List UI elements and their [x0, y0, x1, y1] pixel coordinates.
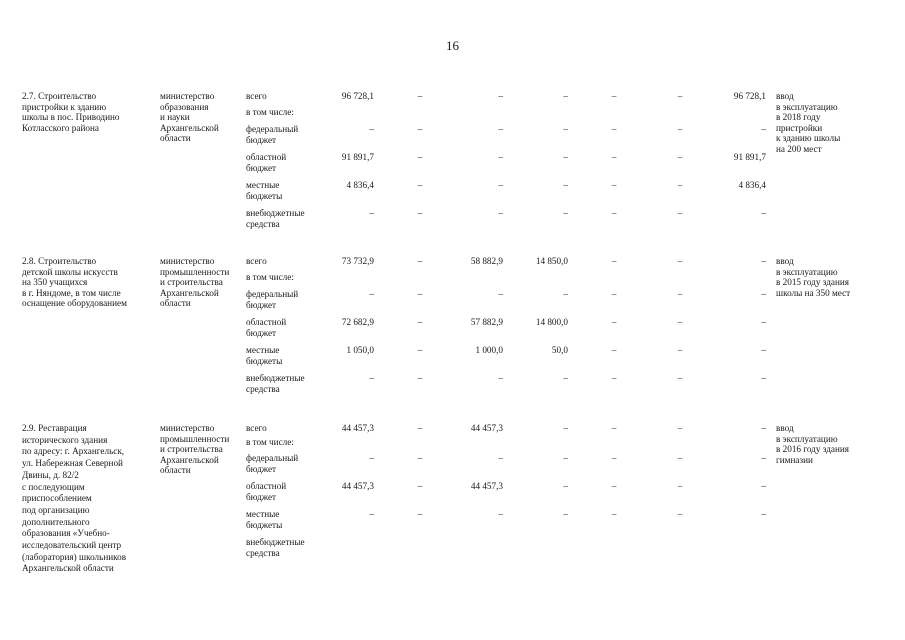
funding-value-year: – [761, 453, 766, 463]
funding-source-label: местные [246, 180, 280, 190]
responsible-org-line: Архангельской [160, 287, 219, 298]
funding-value-year: – [417, 317, 423, 327]
funding-value-year: – [677, 152, 683, 162]
funding-source-label: областной [246, 481, 287, 491]
funding-source-label: внебюджетные [246, 208, 305, 218]
funding-value-year: – [677, 124, 683, 134]
funding-value-year: – [563, 423, 568, 433]
funding-source-label: местные [246, 345, 280, 355]
responsible-org-line: и строительства [160, 444, 223, 455]
funding-value-year: 44 457,3 [470, 423, 503, 433]
funding-value-year: – [761, 256, 766, 266]
funding-source-label: внебюджетные [246, 373, 305, 383]
funding-value-year: – [677, 180, 683, 190]
funding-value-year: – [563, 373, 568, 383]
funding-value-year: – [498, 373, 503, 383]
expected-result-line: школы на 350 мест [776, 287, 851, 298]
funding-value-year: – [417, 91, 423, 101]
funding-value-year: – [611, 317, 617, 327]
funding-value-year: – [498, 289, 503, 299]
funding-value-year: 57 882,9 [470, 317, 503, 327]
funding-value-total: 91 891,7 [341, 152, 374, 162]
funding-value-total: 4 836,4 [346, 180, 374, 190]
funding-value-year: – [761, 345, 766, 355]
expected-result-line: ввод [776, 256, 794, 266]
funding-source-label: местные [246, 509, 280, 519]
funding-value-year: – [417, 152, 423, 162]
funding-source-label: средства [246, 218, 280, 229]
funding-value-total: – [369, 124, 374, 134]
funding-value-year: – [611, 453, 617, 463]
funding-value-year: – [498, 124, 503, 134]
project-title-line: под организацию [22, 504, 90, 515]
funding-value-year: – [417, 208, 423, 218]
funding-value-year: – [611, 91, 617, 101]
funding-value-year: 1 000,0 [475, 345, 503, 355]
funding-source-label: бюджет [246, 162, 277, 173]
funding-value-year: – [417, 423, 423, 433]
responsible-org-line: и строительства [160, 277, 223, 288]
project-title-line: в г. Няндоме, в том числе [22, 287, 121, 298]
funding-source-label: федеральный [246, 289, 299, 299]
responsible-org-line: министерство [160, 91, 215, 101]
project-title-line: Двины, д. 82/2 [22, 469, 79, 480]
funding-value-year: – [677, 208, 683, 218]
funding-value-year: – [611, 152, 617, 162]
project-title-line: исследовательский центр [22, 540, 122, 550]
expected-result-line: в 2015 году здания [776, 277, 850, 288]
expected-result-line: в эксплуатацию [776, 101, 838, 112]
funding-source-label: федеральный [246, 453, 299, 463]
funding-value-year: – [761, 373, 766, 383]
funding-value-year: – [761, 208, 766, 218]
funding-value-year: – [611, 180, 617, 190]
responsible-org-line: образования [160, 101, 209, 112]
project-title-line: школы в пос. Приводино [22, 112, 120, 123]
funding-value-year: – [563, 152, 568, 162]
funding-value-year: – [611, 509, 617, 519]
funding-value-year: – [761, 317, 766, 327]
project-title-line: на 350 учащихся [22, 277, 88, 288]
funding-value-year: – [677, 317, 683, 327]
funding-value-year: – [611, 423, 617, 433]
funding-source-label: бюджет [246, 299, 277, 310]
funding-value-year: – [417, 289, 423, 299]
funding-value-year: – [677, 373, 683, 383]
expected-result-line: в эксплуатацию [776, 266, 838, 277]
funding-value-year: – [498, 453, 503, 463]
funding-source-label: всего [246, 423, 267, 433]
funding-value-year: 91 891,7 [733, 152, 766, 162]
funding-value-total: 96 728,1 [341, 91, 374, 101]
project-title-line: оснащение оборудованием [22, 298, 127, 309]
responsible-org-line: области [160, 465, 191, 476]
funding-value-total: 72 682,9 [341, 317, 374, 327]
funding-value-year: 50,0 [551, 345, 568, 355]
project-title-line: 2.9. Реставрация [22, 423, 87, 433]
funding-value-year: – [417, 509, 423, 519]
responsible-org-line: и науки [160, 112, 190, 123]
expected-result-line: к зданию школы [776, 133, 841, 144]
project-title-line: 2.8. Строительство [22, 256, 97, 266]
funding-value-year: – [611, 208, 617, 218]
funding-value-year: – [611, 373, 617, 383]
responsible-org-line: области [160, 298, 191, 309]
funding-value-year: – [761, 289, 766, 299]
project-title-line: 2.7. Строительство [22, 91, 97, 101]
expected-result-line: в 2016 году здания [776, 444, 850, 455]
funding-value-year: – [417, 453, 423, 463]
funding-value-year: – [611, 481, 617, 491]
responsible-org-line: министерство [160, 256, 215, 266]
funding-value-year: – [563, 289, 568, 299]
funding-value-year: – [677, 345, 683, 355]
funding-value-total: 1 050,0 [346, 345, 374, 355]
funding-value-year: – [611, 124, 617, 134]
funding-value-year: – [677, 289, 683, 299]
funding-value-year: – [677, 256, 683, 266]
funding-value-total: – [369, 208, 374, 218]
expected-result-line: на 200 мест [776, 144, 822, 154]
project-title-line: по адресу: г. Архангельск, [22, 446, 125, 457]
funding-source-label: бюджет [246, 134, 277, 145]
project-title-line: (лаборатория) школьников [22, 551, 127, 562]
funding-value-year: – [417, 373, 423, 383]
funding-value-year: – [563, 180, 568, 190]
project-title-line: ул. Набережная Северной [22, 458, 123, 469]
funding-value-year: – [498, 208, 503, 218]
funding-value-year: – [611, 289, 617, 299]
funding-value-year: – [677, 481, 683, 491]
funding-value-year: 14 800,0 [535, 317, 568, 327]
funding-value-year: – [417, 256, 423, 266]
funding-value-year: – [611, 256, 617, 266]
funding-value-year: – [677, 423, 683, 433]
funding-source-label: всего [246, 91, 267, 101]
funding-value-year: – [563, 91, 568, 101]
funding-source-label: средства [246, 547, 280, 558]
funding-source-label: средства [246, 383, 280, 394]
funding-value-total: – [369, 453, 374, 463]
funding-value-year: – [677, 453, 683, 463]
project-title-line: Котласского района [22, 122, 99, 133]
project-title-line: с последующим [22, 481, 85, 492]
expected-result-line: гимназии [776, 454, 813, 465]
responsible-org-line: Архангельской [160, 122, 219, 133]
project-title-line: пристройки к зданию [22, 101, 107, 112]
project-title-line: детской школы искусств [22, 266, 118, 277]
project-title-line: Архангельской области [22, 563, 114, 574]
funding-value-total: – [369, 373, 374, 383]
expected-result-line: ввод [776, 423, 794, 433]
funding-value-year: – [498, 509, 503, 519]
expected-result-line: в 2018 году [776, 112, 821, 123]
funding-value-total: – [369, 289, 374, 299]
responsible-org-line: промышленности [160, 433, 230, 444]
funding-value-year: – [498, 91, 503, 101]
project-title-line: исторического здания [22, 434, 108, 445]
project-title-line: приспособлением [22, 493, 92, 504]
funding-value-year: – [677, 91, 683, 101]
funding-value-year: – [417, 481, 423, 491]
funding-value-year: – [761, 423, 766, 433]
funding-source-label: бюджеты [246, 355, 283, 366]
responsible-org-line: министерство [160, 423, 215, 433]
funding-source-label: областной [246, 317, 287, 327]
funding-value-year: 96 728,1 [733, 91, 766, 101]
funding-source-label: бюджет [246, 463, 277, 474]
funding-source-label: федеральный [246, 124, 299, 134]
funding-value-total: 44 457,3 [341, 481, 374, 491]
funding-value-total: 73 732,9 [341, 256, 374, 266]
funding-value-year: 58 882,9 [470, 256, 503, 266]
funding-source-label: бюджеты [246, 519, 283, 530]
funding-source-label: в том числе: [246, 107, 294, 117]
funding-value-year: – [417, 124, 423, 134]
funding-value-year: – [498, 180, 503, 190]
responsible-org-line: области [160, 133, 191, 144]
funding-value-year: – [611, 345, 617, 355]
funding-source-label: бюджет [246, 491, 277, 502]
funding-source-label: бюджет [246, 327, 277, 338]
funding-value-year: – [417, 180, 423, 190]
funding-value-year: – [563, 481, 568, 491]
funding-value-year: – [677, 509, 683, 519]
funding-value-year: – [761, 481, 766, 491]
funding-source-label: всего [246, 256, 267, 266]
expected-result-line: пристройки [776, 122, 823, 133]
funding-source-label: внебюджетные [246, 537, 305, 547]
expected-result-line: ввод [776, 91, 794, 101]
funding-value-year: – [563, 509, 568, 519]
project-title-line: образования «Учебно- [22, 528, 110, 539]
funding-value-total: 44 457,3 [341, 423, 374, 433]
funding-source-label: бюджеты [246, 190, 283, 201]
funding-source-label: областной [246, 152, 287, 162]
funding-value-year: – [498, 152, 503, 162]
funding-value-year: 4 836,4 [738, 180, 766, 190]
responsible-org-line: Архангельской [160, 454, 219, 465]
funding-source-label: в том числе: [246, 272, 294, 282]
funding-value-year: – [761, 124, 766, 134]
page-number: 16 [446, 38, 459, 53]
responsible-org-line: промышленности [160, 266, 230, 277]
funding-value-year: – [563, 124, 568, 134]
funding-source-label: в том числе: [246, 437, 294, 447]
funding-value-year: – [563, 453, 568, 463]
funding-value-year: – [761, 509, 766, 519]
project-title-line: дополнительного [22, 516, 90, 527]
funding-value-year: – [563, 208, 568, 218]
funding-value-year: 14 850,0 [535, 256, 568, 266]
funding-value-total: – [369, 509, 374, 519]
funding-value-year: – [417, 345, 423, 355]
expected-result-line: в эксплуатацию [776, 433, 838, 444]
funding-value-year: 44 457,3 [470, 481, 503, 491]
